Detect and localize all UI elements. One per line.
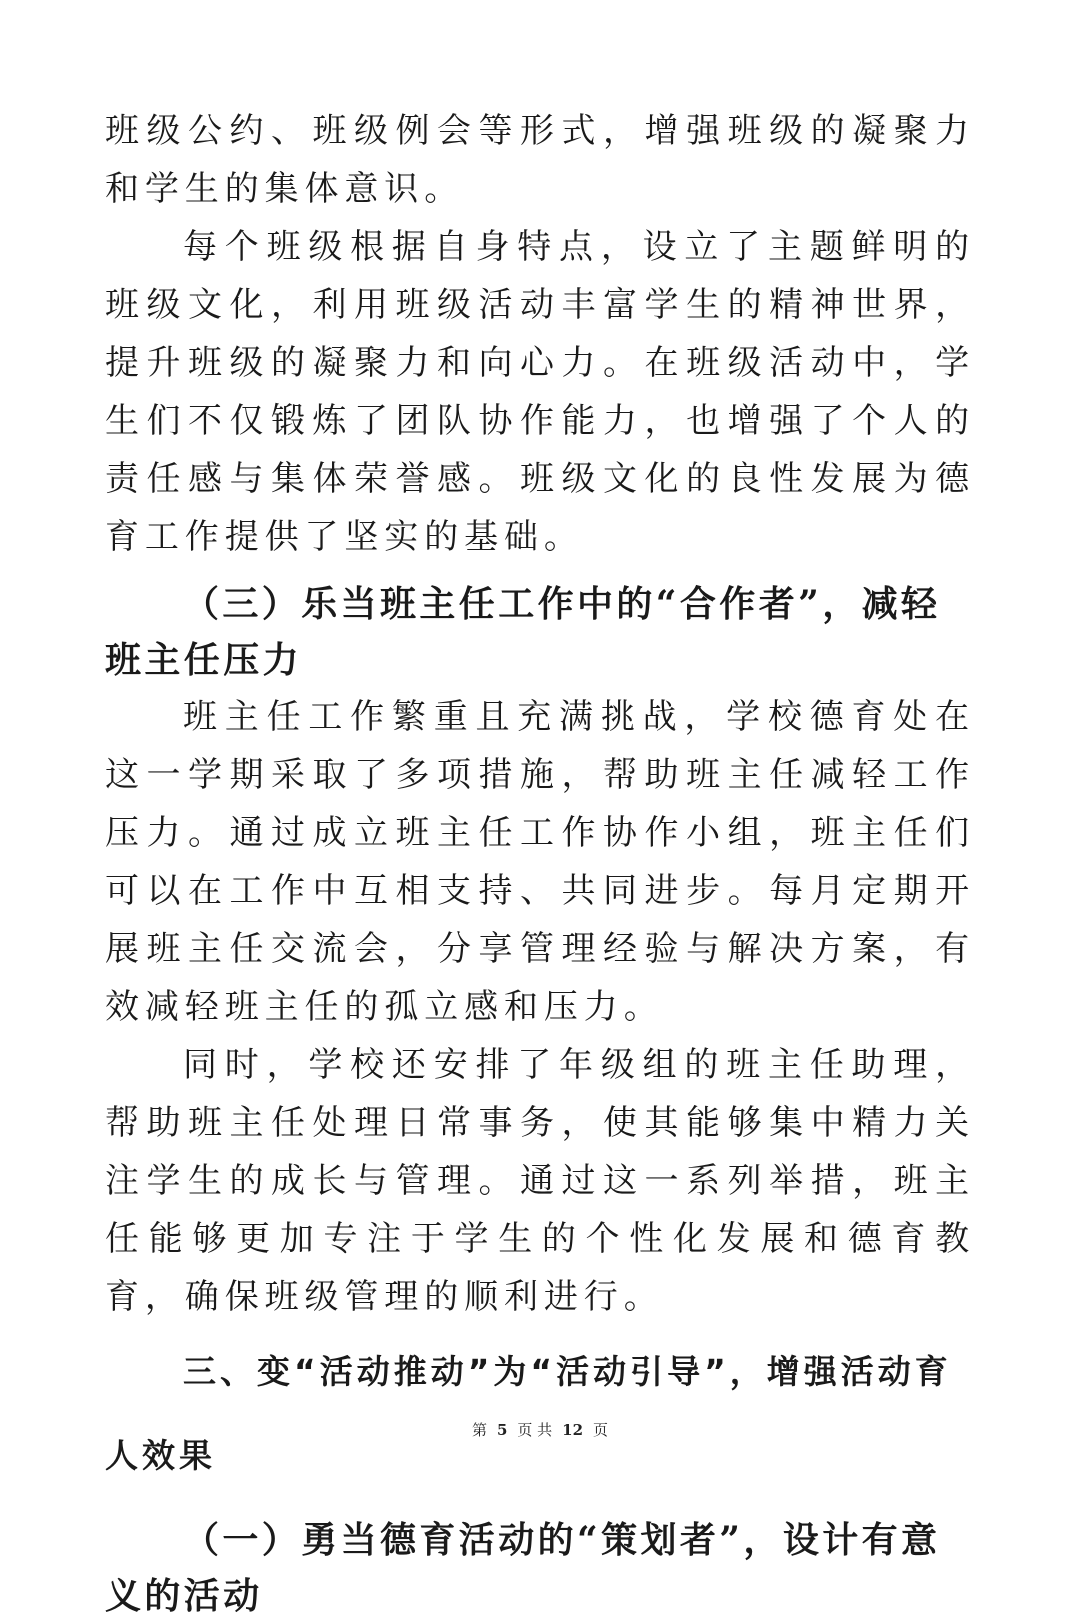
footer-middle: 页 共 <box>517 1421 553 1439</box>
paragraph-continued: 班级公约、班级例会等形式，增强班级的凝聚力和学生的集体意识。 <box>105 111 975 209</box>
footer-page-number: 5 <box>496 1421 508 1439</box>
section-heading-cooperator: （三）乐当班主任工作中的“合作者”，减轻班主任压力 <box>105 583 941 681</box>
footer-prefix: 第 <box>471 1421 487 1439</box>
paragraph-reduce-pressure: 班主任工作繁重且充满挑战，学校德育处在这一学期采取了多项措施，帮助班主任减轻工作压力。通过成立班主任工作协作小组，班主任们可以在工作中互相支持、共同进步。每月定期开展班主任交流会，分享管理经验与解决方案，有效减轻班主任的孤立感和压力。 <box>105 697 975 1027</box>
document-body <box>105 102 975 1624</box>
paragraph-class-culture: 每个班级根据自身特点，设立了主题鲜明的班级文化，利用班级活动丰富学生的精神世界，提升班级的凝聚力和向心力。在班级活动中，学生们不仅锻炼了团队协作能力，也增强了个人的责任感与集体荣誉感。班级文化的良性发展为德育工作提供了坚实的基础。 <box>105 227 975 557</box>
section-heading-planner: （一）勇当德育活动的“策划者”，设计有意义的活动 <box>105 1519 941 1617</box>
chapter-heading-three: 三、变“活动推动”为“活动引导”，增强活动育人效果 <box>105 1352 952 1475</box>
footer-total-pages: 12 <box>562 1421 584 1439</box>
page-footer <box>0 1419 1080 1440</box>
footer-suffix: 页 <box>593 1421 609 1439</box>
paragraph-assistant: 同时，学校还安排了年级组的班主任助理，帮助班主任处理日常事务，使其能够集中精力关注学生的成长与管理。通过这一系列举措，班主任能够更加专注于学生的个性化发展和德育教育，确保班级管理的顺利进行。 <box>105 1045 975 1317</box>
